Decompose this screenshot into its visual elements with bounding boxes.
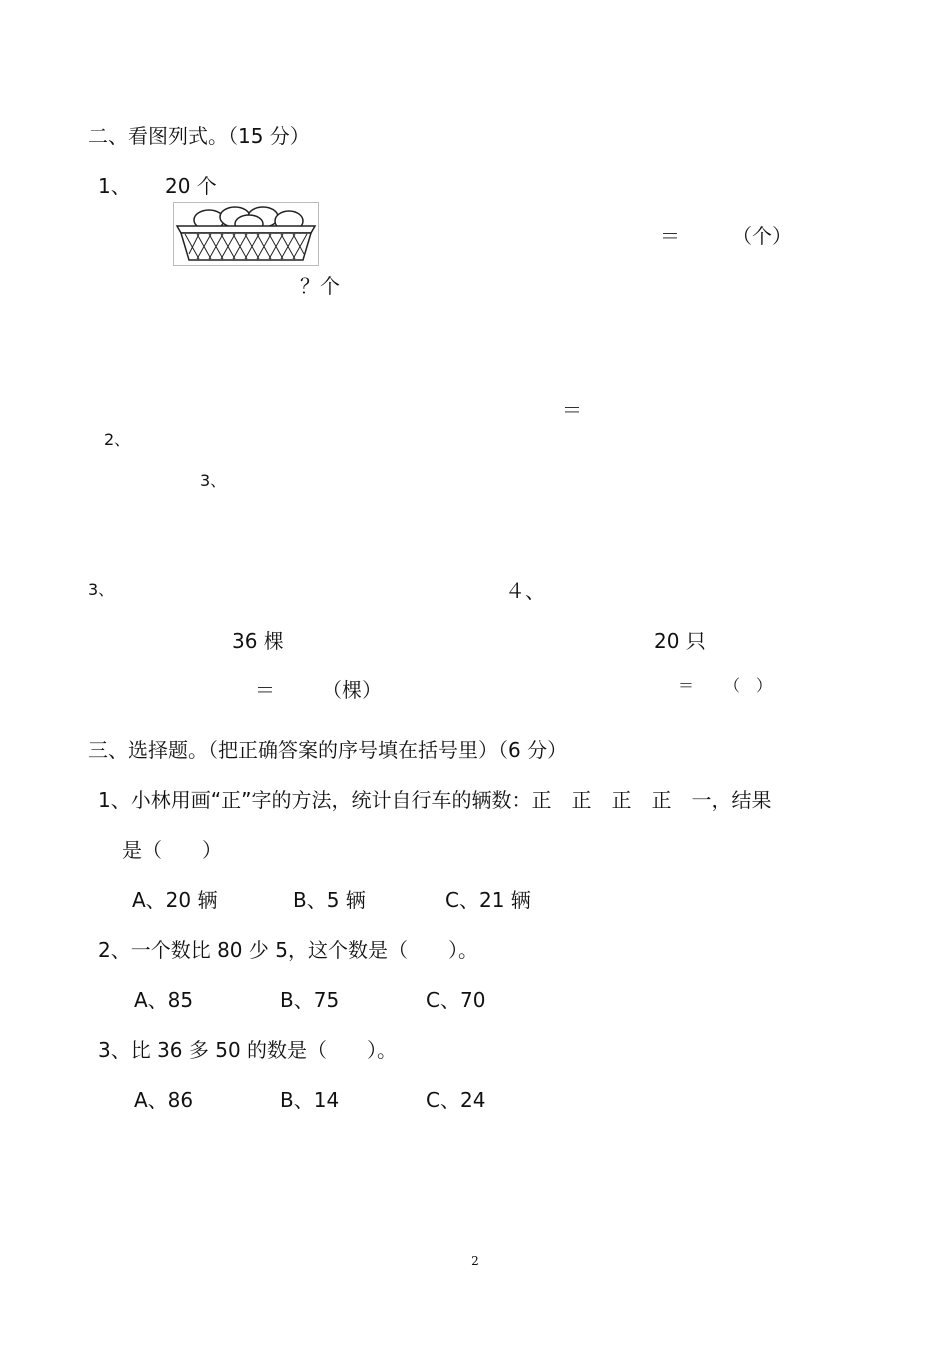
q4-number: ４、 [505, 579, 545, 603]
mc1-option-c: C、21 辆 [445, 888, 531, 912]
q3-unit: （棵） [322, 678, 382, 702]
mc1-line1: 1、小林用画“正”字的方法，统计自行车的辆数：正 正 正 正 一，结果 [98, 788, 772, 812]
q1-equals: ＝ [660, 224, 680, 248]
q3-inline-number: 3、 [200, 471, 227, 490]
q1-bottom-label: ？个 [300, 274, 340, 298]
q3-number: 3、 [88, 580, 115, 599]
mc1-option-a: A、20 辆 [132, 888, 218, 912]
page-number: 2 [471, 1254, 479, 1268]
q1-number: 1、 [98, 174, 131, 198]
section2-title: 二、看图列式。（15 分） [88, 124, 310, 148]
q4-label: 20 只 [654, 629, 706, 653]
mc3-text: 3、比 36 多 50 的数是（ ）。 [98, 1038, 398, 1062]
q4-equals: ＝ [678, 676, 695, 695]
mc3-option-c: C、24 [426, 1088, 486, 1112]
q3-equals: ＝ [255, 678, 275, 702]
mc1-option-b: B、5 辆 [293, 888, 366, 912]
mc3-option-b: B、14 [280, 1088, 340, 1112]
mc2-option-a: A、85 [134, 988, 194, 1012]
egg-basket-image [173, 202, 319, 266]
mc2-option-c: C、70 [426, 988, 486, 1012]
q2-equals: ＝ [562, 398, 582, 422]
mc1-line2: 是（ ） [122, 838, 222, 862]
mc3-option-a: A、86 [134, 1088, 194, 1112]
section3-title: 三、选择题。（把正确答案的序号填在括号里）（6 分） [88, 738, 568, 762]
q1-top-label: 20 个 [165, 174, 217, 198]
q3-label: 36 棵 [232, 629, 284, 653]
mc2-text: 2、一个数比 80 少 5，这个数是（ ）。 [98, 938, 478, 962]
q1-unit: （个） [732, 224, 792, 248]
q2-number: 2、 [104, 430, 131, 449]
mc2-option-b: B、75 [280, 988, 340, 1012]
q4-unit: （ ） [724, 676, 773, 695]
